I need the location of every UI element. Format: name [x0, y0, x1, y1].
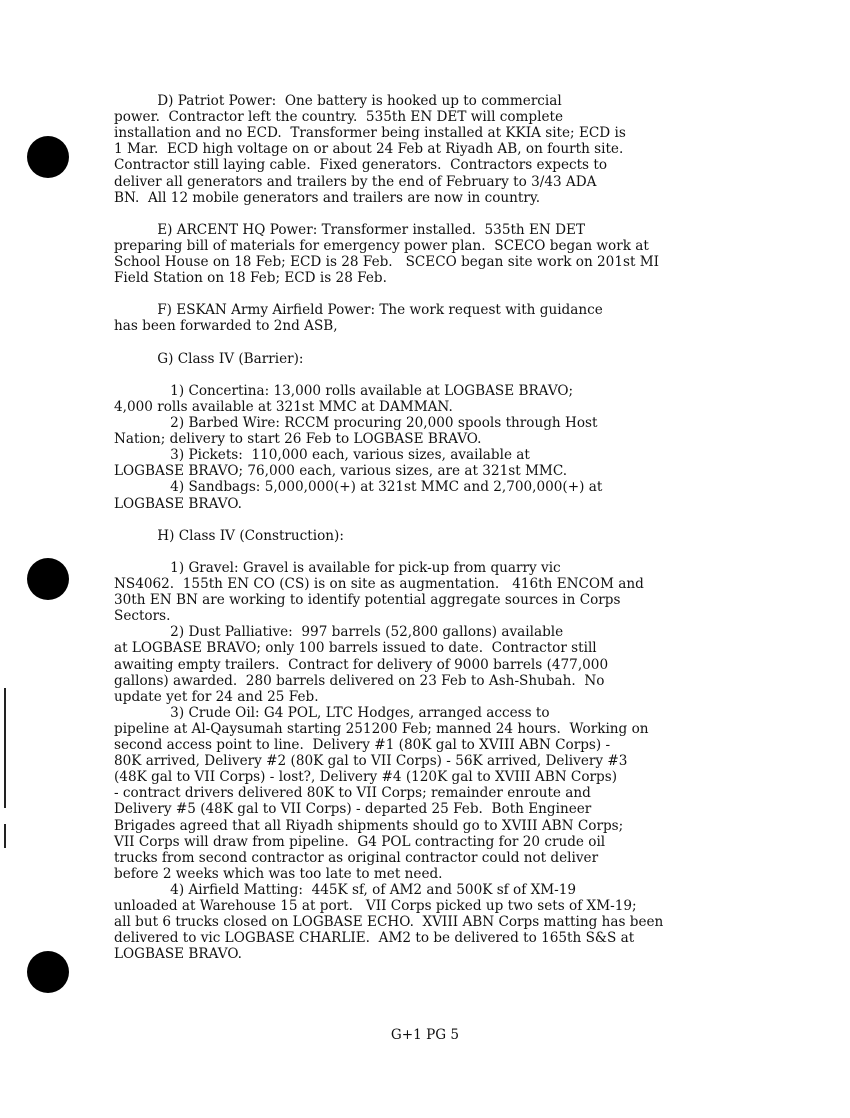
text-line: Brigades agreed that all Riyadh shipments should go to XVIII ABN Corps; [114, 817, 624, 834]
text-line: update yet for 24 and 25 Feb. [114, 688, 319, 705]
text-line: NS4062. 155th EN CO (CS) is on site as augmentation. 416th ENCOM and [114, 576, 644, 592]
text-line: all but 6 trucks closed on LOGBASE ECHO. XVIII ABN Corps matting has been [114, 914, 664, 931]
text-line: unloaded at Warehouse 15 at port. VII Corps picked up two sets of XM-19; [114, 898, 637, 914]
text-line: installation and no ECD. Transformer being installed at KKIA site; ECD is [114, 125, 626, 142]
margin-mark [4, 688, 6, 808]
text-line: School House on 18 Feb; ECD is 28 Feb. SCECO began site work on 201st MI [114, 254, 660, 270]
text-line: Field Station on 18 Feb; ECD is 28 Feb. [114, 270, 387, 287]
text-line: power. Contractor left the country. 535th EN DET will complete [114, 109, 564, 126]
text-line: 4) Airfield Matting: 445K sf, of AM2 and 500K sf of XM-19 [114, 881, 577, 898]
text-line: gallons) awarded. 280 barrels delivered on 23 Feb to Ash-Shubah. No [114, 672, 605, 689]
text-line: BN. All 12 mobile generators and trailers are now in country. [114, 189, 541, 206]
text-line: awaiting empty trailers. Contract for delivery of 9000 barrels (477,000 [114, 656, 609, 673]
text-line: D) Patriot Power: One battery is hooked up to commercial [114, 93, 562, 109]
text-line: second access point to line. Delivery #1 (80K gal to XVIII ABN Corps) - [114, 737, 611, 753]
text-line: E) ARCENT HQ Power: Transformer installed. 535th EN DET [114, 221, 586, 238]
margin-mark [4, 824, 6, 848]
text-line: 30th EN BN are working to identify potential aggregate sources in Corps [114, 592, 621, 609]
text-line: 1) Gravel: Gravel is available for pick-up from quarry vic [114, 559, 561, 576]
punch-hole-middle [27, 558, 69, 600]
text-line: delivered to vic LOGBASE CHARLIE. AM2 to be delivered to 165th S&S at [114, 930, 635, 947]
text-line: at LOGBASE BRAVO; only 100 barrels issued to date. Contractor still [114, 640, 597, 657]
text-line: trucks from second contractor as original contractor could not deliver [114, 849, 599, 866]
text-line: VII Corps will draw from pipeline. G4 POL contracting for 20 crude oil [114, 833, 606, 850]
text-line: LOGBASE BRAVO. [114, 946, 243, 963]
text-line: LOGBASE BRAVO. [114, 495, 243, 512]
text-line: (48K gal to VII Corps) - lost?, Delivery #4 (120K gal to XVIII ABN Corps) [114, 769, 618, 786]
text-line: LOGBASE BRAVO; 76,000 each, various sizes, are at 321st MMC. [114, 463, 568, 480]
text-line: Sectors. [114, 608, 171, 625]
page-footer: G+1 PG 5 [390, 1027, 460, 1043]
text-line: pipeline at Al-Qaysumah starting 251200 Feb; manned 24 hours. Working on [114, 720, 649, 737]
text-line: 2) Barbed Wire: RCCM procuring 20,000 spools through Host [114, 415, 598, 431]
text-line: G) Class IV (Barrier): [114, 350, 304, 367]
text-line: 1 Mar. ECD high voltage on or about 24 Feb at Riyadh AB, on fourth site. [114, 141, 624, 158]
text-line: preparing bill of materials for emergency power plan. SCECO began work at [114, 237, 649, 254]
text-line: deliver all generators and trailers by the end of February to 3/43 ADA [114, 173, 597, 190]
text-line: 80K arrived, Delivery #2 (80K gal to VII Corps) - 56K arrived, Delivery #3 [114, 753, 628, 770]
text-line: Contractor still laying cable. Fixed generators. Contractors expects to [114, 157, 608, 174]
text-line: 2) Dust Palliative: 997 barrels (52,800 gallons) available [114, 624, 564, 641]
text-line: - contract drivers delivered 80K to VII Corps; remainder enroute and [114, 785, 591, 802]
text-line: F) ESKAN Army Airfield Power: The work request with guidance [114, 302, 603, 319]
text-line: 4) Sandbags: 5,000,000(+) at 321st MMC and 2,700,000(+) at [114, 479, 603, 496]
punch-hole-bottom [27, 951, 69, 993]
text-line: 3) Pickets: 110,000 each, various sizes, available at [114, 447, 530, 464]
text-line: 3) Crude Oil: G4 POL, LTC Hodges, arranged access to [114, 704, 550, 721]
text-line: Nation; delivery to start 26 Feb to LOGBASE BRAVO. [114, 431, 482, 448]
punch-hole-top [27, 136, 69, 178]
text-line: H) Class IV (Construction): [114, 527, 344, 544]
text-line: before 2 weeks which was too late to met need. [114, 865, 443, 882]
text-line: Delivery #5 (48K gal to VII Corps) - departed 25 Feb. Both Engineer [114, 801, 592, 818]
text-line: 1) Concertina: 13,000 rolls available at LOGBASE BRAVO; [114, 382, 574, 399]
text-line: 4,000 rolls available at 321st MMC at DAMMAN. [114, 398, 453, 415]
text-line: has been forwarded to 2nd ASB, [114, 318, 338, 335]
